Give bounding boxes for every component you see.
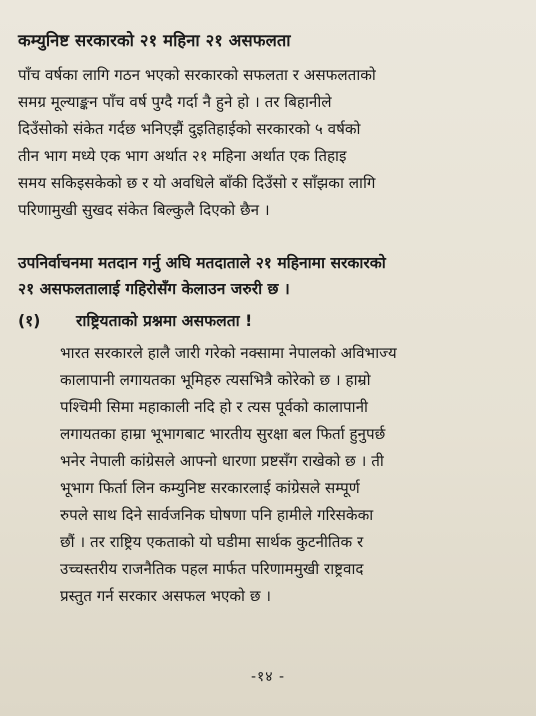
paragraph-line: प्रस्तुत गर्न सरकार असफल भएको छ । — [60, 587, 272, 605]
paragraph-line: समग्र मूल्याङ्कन पाँच वर्ष पुग्दै गर्दा नै हुने हो । तर बिहानीले — [18, 93, 332, 111]
page-number: -१४ - — [250, 669, 286, 685]
section-title: कम्युनिष्ट सरकारको २१ महिना २१ असफलता — [18, 31, 291, 50]
paragraph-line: पश्चिमी सिमा महाकाली नदि हो र त्यस पूर्वको कालापानी — [60, 398, 368, 416]
numbered-item-heading — [18, 308, 520, 334]
paragraph-line: उच्चस्तरीय राजनैतिक पहल मार्फत परिणाममुखी राष्ट्रवाद — [60, 560, 364, 578]
section-paragraph — [18, 62, 520, 224]
item-paragraph — [18, 340, 520, 610]
section-heading — [18, 250, 520, 302]
heading-line: उपनिर्वाचनमा मतदान गर्नु अघि मतदाताले २१ महिनामा सरकारको — [18, 254, 386, 272]
item-title: राष्ट्रियताको प्रश्नमा असफलता ! — [76, 312, 253, 330]
paragraph-line: भनेर नेपाली कांग्रेसले आफ्नो धारणा प्रष्टसँग राखेको छ । ती — [60, 452, 384, 470]
paragraph-line: छौं । तर राष्ट्रिय एकताको यो घडीमा सार्थक कुटनीतिक र — [60, 533, 364, 551]
paragraph-line: दिउँसोको संकेत गर्दछ भनिएझैं दुइतिहाईको सरकारको ५ वर्षको — [18, 120, 361, 138]
paragraph-line: भारत सरकारले हालै जारी गरेको नक्सामा नेपालको अविभाज्य — [60, 344, 397, 362]
paragraph-line: रुपले साथ दिने सार्वजनिक घोषणा पनि हामीले गरिसकेका — [60, 506, 374, 524]
heading-line: २१ असफलतालाई गहिरोसँग केलाउन जरुरी छ । — [18, 280, 290, 298]
paragraph-line: परिणामुखी सुखद संकेत बिल्कुलै दिएको छैन । — [18, 201, 270, 219]
item-number: (१) — [18, 312, 41, 330]
paragraph-line: भूभाग फिर्ता लिन कम्युनिष्ट सरकारलाई कांग्रेसले सम्पूर्ण — [60, 479, 360, 497]
paragraph-line: पाँच वर्षका लागि गठन भएको सरकारको सफलता र असफलताको — [18, 66, 376, 84]
paragraph-line: कालापानी लगायतका भूमिहरु त्यसभित्रै कोरेको छ । हाम्रो — [60, 371, 371, 389]
paragraph-line: लगायतका हाम्रा भूभागबाट भारतीय सुरक्षा बल फिर्ता हुनुपर्छ — [60, 425, 386, 443]
paragraph-line: समय सकिइसकेको छ र यो अवधिले बाँकी दिउँसो र साँझका लागि — [18, 174, 376, 192]
paragraph-line: तीन भाग मध्ये एक भाग अर्थात २१ महिना अर्थात एक तिहाइ — [18, 147, 347, 165]
